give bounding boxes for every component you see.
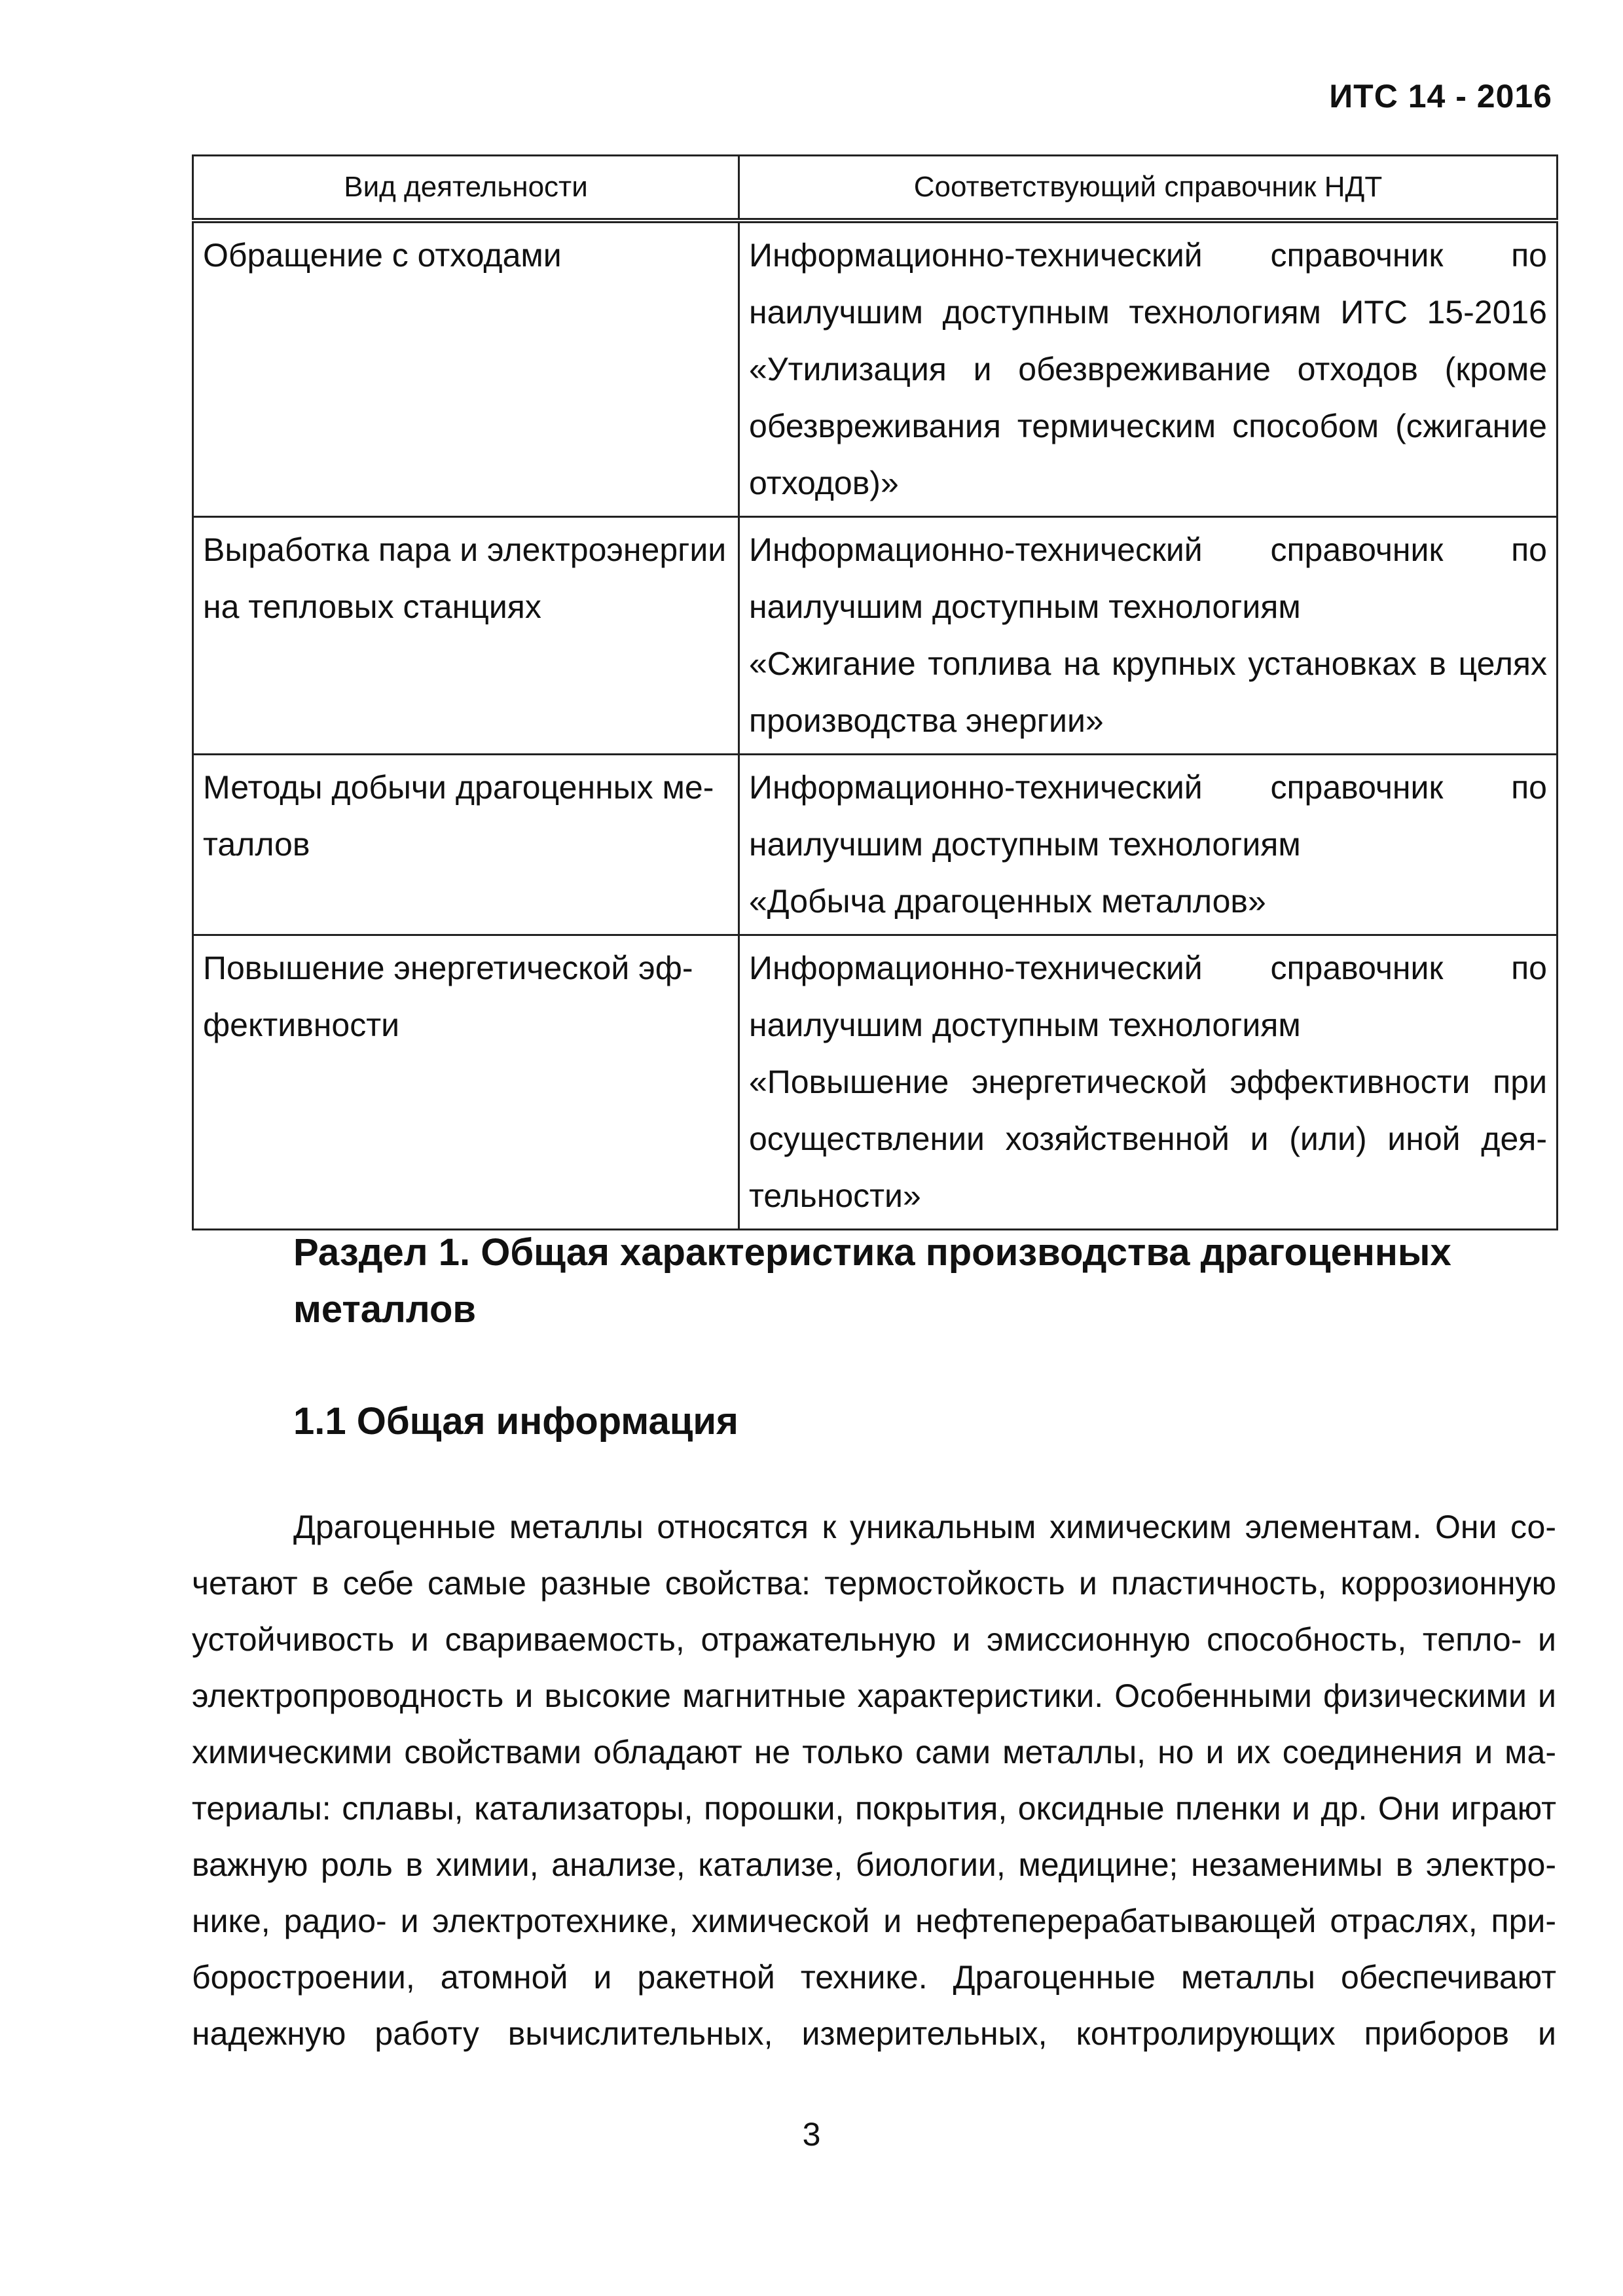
reference-line: Информационно-технический справочник по xyxy=(749,769,1547,806)
reference-cell xyxy=(739,221,1558,517)
activity-cell: Обращение с отходами xyxy=(193,221,739,517)
table-header-row xyxy=(193,156,1558,221)
reference-line: «Утилизация и обезвреживание отходов (кроме xyxy=(749,351,1547,387)
reference-cell xyxy=(739,755,1558,935)
reference-line: наилучшим доступным технологиям xyxy=(749,826,1301,863)
paragraph-line: Драгоценные металлы относятся к уникальным химическим элементам. Они со- xyxy=(293,1509,1556,1545)
reference-cell xyxy=(739,517,1558,755)
paragraph-line: электропроводность и высокие магнитные характеристики. Особенными физическими и xyxy=(192,1677,1556,1714)
body-paragraph xyxy=(192,1499,1556,2062)
table-row xyxy=(193,935,1558,1230)
section-title: Раздел 1. Общая характеристика производства драгоценных металлов xyxy=(293,1231,1451,1331)
ndt-reference-table xyxy=(192,154,1558,1230)
table-row xyxy=(193,221,1558,517)
document-code: ИТС 14 - 2016 xyxy=(1329,78,1552,115)
page-number: 3 xyxy=(802,2116,821,2153)
activity-cell: Методы добычи драгоценных ме-таллов xyxy=(193,755,739,935)
paragraph-line: важную роль в химии, анализе, катализе, биологии, медицине; незаменимы в электро- xyxy=(192,1846,1556,1883)
reference-line: Информационно-технический справочник по xyxy=(749,950,1547,986)
subsection-title: 1.1 Общая информация xyxy=(293,1400,739,1443)
paragraph-line: нике, радио- и электротехнике, химической и нефтеперерабатывающей отраслях, при- xyxy=(192,1903,1556,1939)
reference-line: наилучшим доступным технологиям xyxy=(749,1007,1301,1043)
paragraph-line: химическими свойствами обладают не только сами металлы, но и их соединения и ма- xyxy=(192,1734,1556,1770)
reference-cell xyxy=(739,935,1558,1230)
reference-line: «Сжигание топлива на крупных установках в целях xyxy=(749,645,1547,682)
reference-line: «Повышение энергетической эффективности при xyxy=(749,1064,1547,1100)
reference-line: «Добыча драгоценных металлов» xyxy=(749,883,1266,920)
table-row xyxy=(193,755,1558,935)
activity-cell: Повышение энергетической эф-фективности xyxy=(193,935,739,1230)
paragraph-line: четают в себе самые разные свойства: термостойкость и пластичность, коррозионную xyxy=(192,1565,1556,1602)
reference-line: отходов)» xyxy=(749,465,899,501)
paragraph-line: устойчивость и свариваемость, отражательную и эмиссионную способность, тепло- и xyxy=(192,1621,1556,1658)
reference-line: Информационно-технический справочник по xyxy=(749,237,1547,274)
reference-line: тельности» xyxy=(749,1177,921,1214)
reference-line: Информационно-технический справочник по xyxy=(749,531,1547,568)
header-activity-type: Вид деятельности xyxy=(193,156,739,221)
paragraph-line: териалы: сплавы, катализаторы, порошки, покрытия, оксидные пленки и др. Они играют xyxy=(192,1790,1556,1827)
reference-line: наилучшим доступным технологиям ИТС 15-2016 xyxy=(749,294,1547,331)
paragraph-line: надежную работу вычислительных, измерительных, контролирующих приборов и xyxy=(192,2015,1556,2052)
table-row xyxy=(193,517,1558,755)
reference-line: производства энергии» xyxy=(749,702,1104,739)
paragraph-line: боростроении, атомной и ракетной технике. Драгоценные металлы обеспечивают xyxy=(192,1959,1556,1996)
reference-line: осуществлении хозяйственной и (или) иной дея- xyxy=(749,1121,1547,1157)
reference-line: обезвреживания термическим способом (сжигание xyxy=(749,408,1547,444)
activity-cell: Выработка пара и электроэнергии на тепловых станциях xyxy=(193,517,739,755)
reference-line: наилучшим доступным технологиям xyxy=(749,588,1301,625)
header-ndt-reference: Соответствующий справочник НДТ xyxy=(739,156,1558,221)
